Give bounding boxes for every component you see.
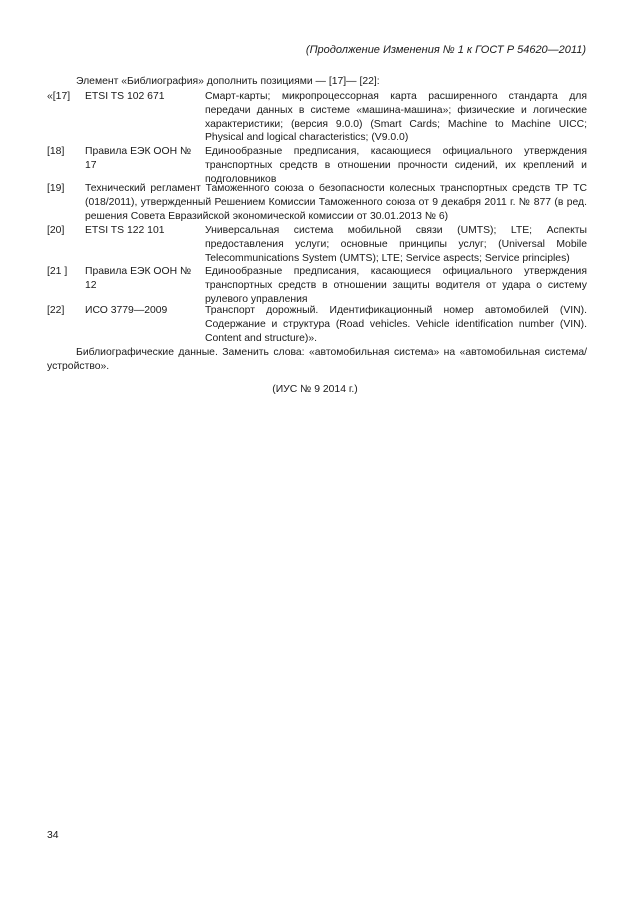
reference-id: ETSI TS 102 671 [85, 91, 165, 102]
ius-reference: (ИУС № 9 2014 г.) [272, 384, 358, 395]
reference-id: Правила ЕЭК ООН № 12 [85, 266, 192, 291]
reference-21 [47, 265, 587, 306]
reference-description: Универсальная система мобильной связи (UMTS); LTE; Аспекты предоставления услуги; основные принципы услуг; (Universal Mobile Telecommunications System (UMTS); LTE; Service aspects; Service principles) [205, 225, 587, 264]
reference-description: Единообразные предписания, касающиеся официального утверждения транспортных средств в отношении прочности сидений, их креплений и подголовников [205, 146, 587, 185]
reference-number: [19] [47, 183, 65, 194]
page-number: 34 [47, 830, 59, 841]
continuation-header: (Продолжение Изменения № 1 к ГОСТ Р 54620—2011) [305, 44, 586, 56]
reference-id: ИСО 3779—2009 [85, 305, 168, 316]
reference-number: [21 ] [47, 266, 68, 277]
closing-paragraph: Библиографические данные. Заменить слова: «автомобильная система» на «автомобильная система/устройство». [47, 347, 587, 372]
reference-description: Транспорт дорожный. Идентификационный номер автомобилей (VIN). Содержание и структура (Road vehicles. Vehicle identification number (VIN). Content and structure)». [205, 305, 587, 344]
reference-19 [47, 182, 587, 223]
reference-description: Смарт-карты; микропроцессорная карта расширенного стандарта для передачи данных в системе «машина-машина»; физические и логические характеристики; (версия 9.0.0) (Smart Cards; Machine to Machine UICC; Physical and logical characteristics; (V9.0.0) [205, 91, 587, 144]
reference-number: [22] [47, 305, 65, 316]
reference-id: Правила ЕЭК ООН № 17 [85, 146, 192, 171]
reference-17 [47, 90, 587, 145]
intro-paragraph: Элемент «Библиография» дополнить позициями — [17]— [22]: [76, 76, 380, 87]
reference-18 [47, 145, 587, 186]
reference-20 [47, 224, 587, 265]
reference-description: Единообразные предписания, касающиеся официального утверждения транспортных средств в отношении защиты водителя от удара о систему рулевого управления [205, 266, 587, 305]
reference-number: [20] [47, 225, 65, 236]
reference-number: [18] [47, 146, 65, 157]
reference-22 [47, 304, 587, 345]
reference-number: «[17] [47, 91, 71, 102]
reference-id: ETSI TS 122 101 [85, 225, 165, 236]
reference-description: Технический регламент Таможенного союза о безопасности колесных транспортных средств ТР ТС (018/2011), утвержденный Решением Комиссии Таможенного союза от 9 декабря 2011 г. № 877 (в ред. решения Совета Евразийской экономической комиссии от 30.01.2013 № 6) [85, 183, 587, 222]
